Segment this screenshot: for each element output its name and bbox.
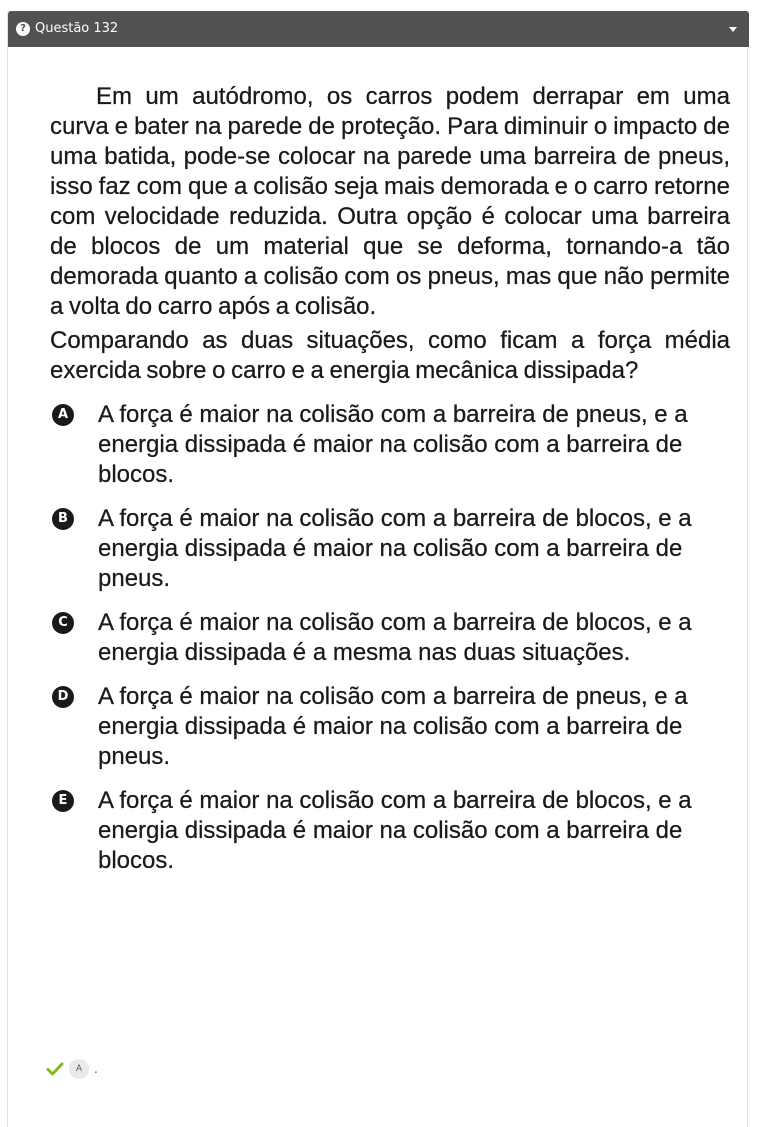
- question-content: [50, 82, 730, 1042]
- option-d: [50, 682, 730, 772]
- question-panel-header[interactable]: [8, 11, 749, 47]
- option-letter-badge: A: [52, 404, 74, 426]
- option-c: [50, 608, 730, 668]
- option-text: A força é maior na colisão com a barreira de pneus, e a energia dissipada é maior na colisão com a barreira de pneus.: [98, 683, 688, 770]
- question-title: Questão 132: [35, 21, 119, 36]
- checkmark-icon: [46, 1060, 64, 1078]
- option-letter-badge: C: [52, 612, 74, 634]
- option-e: [50, 786, 730, 876]
- option-text: A força é maior na colisão com a barreira de pneus, e a energia dissipada é maior na colisão com a barreira de blocos.: [98, 401, 688, 488]
- option-text: A força é maior na colisão com a barreira de blocos, e a energia dissipada é maior na colisão com a barreira de pneus.: [98, 505, 692, 592]
- answer-letter-badge: A: [69, 1059, 89, 1079]
- option-text: A força é maior na colisão com a barreira de blocos, e a energia dissipada é maior na colisão com a barreira de blocos.: [98, 787, 692, 874]
- option-b: [50, 504, 730, 594]
- question-circle-icon: ?: [16, 22, 30, 36]
- option-letter-badge: E: [52, 790, 74, 812]
- option-text: A força é maior na colisão com a barreira de blocos, e a energia dissipada é a mesma nas duas situações.: [98, 609, 692, 666]
- option-a: [50, 400, 730, 490]
- option-letter-badge: B: [52, 508, 74, 530]
- question-stem-paragraph: Em um autódromo, os carros podem derrapar em uma curva e bater na parede de proteção. Para diminuir o impacto de uma batida, pode-se colocar na parede uma barreira de pneus, isso faz com que a colisão seja mais demorada e o carro retorne com velocidade reduzida. Outra opção é colocar uma barreira de blocos de um material que se deforma, tornando-a tão demorada quanto a colisão com os pneus, mas que não permite a volta do carro após a colisão.: [50, 83, 730, 320]
- question-prompt: Comparando as duas situações, como ficam a força média exercida sobre o carro e a energia mecânica dissipada?: [50, 327, 730, 384]
- option-letter-badge: D: [52, 686, 74, 708]
- answer-options: [50, 400, 730, 876]
- caret-down-icon[interactable]: [729, 27, 737, 32]
- answer-text: .: [94, 1062, 98, 1076]
